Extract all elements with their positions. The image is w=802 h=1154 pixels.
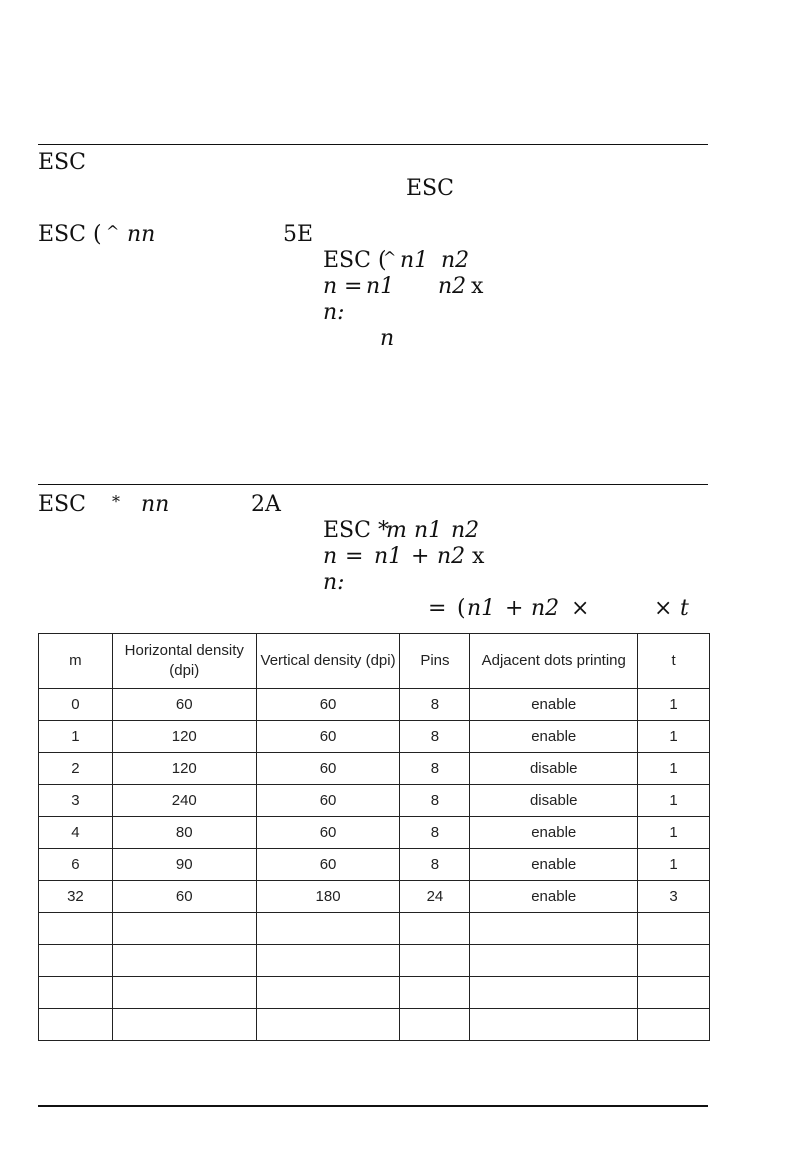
header-m: m [39, 634, 113, 689]
graphics-density-table [38, 633, 710, 1041]
cell-empty [470, 913, 638, 945]
cell-empty [400, 1009, 470, 1041]
cell-adjacent: enable [470, 721, 638, 753]
section1-formula-eq: = [344, 274, 363, 299]
cell-horizontal: 60 [112, 689, 256, 721]
section1-command-param: nn [127, 222, 156, 247]
header-t: t [638, 634, 710, 689]
cell-empty [400, 913, 470, 945]
section2-calc-open: ( [457, 596, 466, 621]
section2-formula-op: x [472, 544, 485, 569]
cell-empty [39, 913, 113, 945]
section1-formula-n1: n1 [366, 274, 395, 299]
table-row-empty [39, 945, 710, 977]
cell-empty [256, 1009, 400, 1041]
cell-adjacent: disable [470, 785, 638, 817]
section1-single-n: n [380, 326, 395, 351]
section2-formula-n1: n1 [374, 544, 403, 569]
section1-formula-lhs: n [323, 274, 338, 299]
cell-horizontal: 120 [112, 721, 256, 753]
cell-adjacent: enable [470, 689, 638, 721]
section1-lead: ESC [38, 150, 86, 175]
cell-pins: 8 [400, 817, 470, 849]
table-row [39, 881, 710, 913]
section2-command-star: * [112, 492, 120, 511]
top-rule [38, 144, 708, 145]
header-pins: Pins [400, 634, 470, 689]
cell-empty [470, 977, 638, 1009]
cell-empty [112, 913, 256, 945]
table-row [39, 817, 710, 849]
cell-vertical: 60 [256, 721, 400, 753]
middle-rule [38, 484, 708, 485]
cell-vertical: 60 [256, 753, 400, 785]
section2-command-param: nn [141, 492, 170, 517]
section2-command-hex: 2A [251, 492, 281, 517]
table-row-empty [39, 1009, 710, 1041]
cell-empty [400, 945, 470, 977]
cell-adjacent: enable [470, 817, 638, 849]
section1-syntax-n1: n1 [400, 248, 429, 273]
cell-adjacent: enable [470, 849, 638, 881]
cell-empty [638, 945, 710, 977]
section2-calc-times2: × [654, 596, 673, 621]
cell-empty [39, 977, 113, 1009]
cell-empty [400, 977, 470, 1009]
section2-syntax-n1: n1 [414, 518, 443, 543]
cell-pins: 8 [400, 849, 470, 881]
section2-syntax-cmd: ESC * [323, 518, 389, 543]
section2-syntax-n2: n2 [451, 518, 480, 543]
section2-formula-lhs: n [323, 544, 338, 569]
cell-m: 6 [39, 849, 113, 881]
section1-syntax-caret: ^ [383, 248, 397, 267]
cell-empty [638, 1009, 710, 1041]
cell-t: 1 [638, 785, 710, 817]
section2-formula-eq: = [345, 544, 364, 569]
cell-empty [256, 913, 400, 945]
section2-note: n: [323, 570, 345, 595]
section2-calc-eq: = [428, 596, 447, 621]
cell-t: 3 [638, 881, 710, 913]
cell-m: 32 [39, 881, 113, 913]
cell-pins: 8 [400, 753, 470, 785]
section1-note: n: [323, 300, 345, 325]
section2-formula-plus: + [411, 544, 430, 569]
cell-adjacent: disable [470, 753, 638, 785]
cell-empty [470, 945, 638, 977]
section2-formula-n2: n2 [437, 544, 466, 569]
section1-syntax-n2: n2 [441, 248, 470, 273]
cell-pins: 8 [400, 721, 470, 753]
section2-syntax-m: m [386, 518, 407, 543]
table-row-empty [39, 913, 710, 945]
cell-vertical: 60 [256, 849, 400, 881]
cell-vertical: 60 [256, 817, 400, 849]
section2-calc-times1: × [571, 596, 590, 621]
cell-empty [638, 977, 710, 1009]
cell-vertical: 180 [256, 881, 400, 913]
cell-horizontal: 120 [112, 753, 256, 785]
bottom-rule [38, 1105, 708, 1107]
header-adjacent-dots: Adjacent dots printing [470, 634, 638, 689]
cell-t: 1 [638, 817, 710, 849]
cell-empty [39, 945, 113, 977]
cell-horizontal: 90 [112, 849, 256, 881]
cell-t: 1 [638, 849, 710, 881]
cell-t: 1 [638, 721, 710, 753]
section1-command-name: ESC ( [38, 222, 102, 247]
cell-vertical: 60 [256, 785, 400, 817]
cell-empty [470, 1009, 638, 1041]
section2-calc-t: t [680, 596, 689, 621]
cell-empty [112, 945, 256, 977]
cell-empty [112, 1009, 256, 1041]
cell-m: 1 [39, 721, 113, 753]
cell-empty [112, 977, 256, 1009]
cell-pins: 8 [400, 785, 470, 817]
cell-empty [256, 977, 400, 1009]
table-header-row [39, 634, 710, 689]
cell-horizontal: 60 [112, 881, 256, 913]
section1-formula-n2: n2 [438, 274, 467, 299]
cell-pins: 24 [400, 881, 470, 913]
section2-calc-n2: n2 [531, 596, 560, 621]
cell-empty [638, 913, 710, 945]
cell-horizontal: 240 [112, 785, 256, 817]
table-row [39, 849, 710, 881]
header-horizontal-density: Horizontal density (dpi) [112, 634, 256, 689]
cell-adjacent: enable [470, 881, 638, 913]
cell-empty [256, 945, 400, 977]
cell-t: 1 [638, 689, 710, 721]
section2-command-name: ESC [38, 492, 86, 517]
section1-ref: ESC [406, 176, 454, 201]
table-row [39, 753, 710, 785]
table-row [39, 721, 710, 753]
section1-command-hex: 5E [283, 222, 314, 247]
cell-m: 2 [39, 753, 113, 785]
table-row [39, 689, 710, 721]
cell-horizontal: 80 [112, 817, 256, 849]
cell-m: 3 [39, 785, 113, 817]
cell-vertical: 60 [256, 689, 400, 721]
cell-pins: 8 [400, 689, 470, 721]
cell-m: 4 [39, 817, 113, 849]
section1-formula-op: x [471, 274, 484, 299]
section1-command-caret: ^ [106, 222, 120, 241]
header-vertical-density: Vertical density (dpi) [256, 634, 400, 689]
table-row-empty [39, 977, 710, 1009]
cell-m: 0 [39, 689, 113, 721]
cell-t: 1 [638, 753, 710, 785]
cell-empty [39, 1009, 113, 1041]
table-row [39, 785, 710, 817]
section2-calc-n1: n1 [467, 596, 496, 621]
section2-calc-plus: + [505, 596, 524, 621]
section1-syntax-cmd: ESC ( [323, 248, 387, 273]
